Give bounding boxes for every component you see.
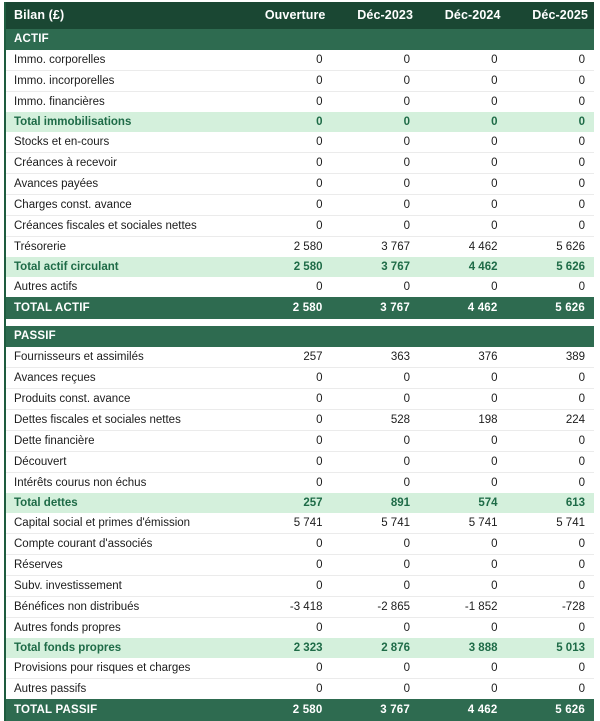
section-header-actif bbox=[6, 29, 594, 50]
row-value: 0 bbox=[332, 473, 420, 494]
row-value: 0 bbox=[244, 216, 332, 237]
page-title: Bilan (£) bbox=[6, 2, 244, 29]
row-value: 0 bbox=[244, 389, 332, 410]
row-value: 0 bbox=[244, 534, 332, 555]
row-value: 0 bbox=[507, 153, 595, 174]
row-value: 5 626 bbox=[507, 699, 595, 721]
row-value: -728 bbox=[507, 597, 595, 618]
row-value: 0 bbox=[244, 555, 332, 576]
row-label: Immo. corporelles bbox=[6, 50, 244, 71]
row-value: 4 462 bbox=[419, 699, 507, 721]
row-value: 0 bbox=[332, 277, 420, 297]
row-value: 5 626 bbox=[507, 297, 595, 319]
row-value: 2 580 bbox=[244, 237, 332, 258]
row-label: Autres fonds propres bbox=[6, 618, 244, 639]
row-value: 0 bbox=[419, 50, 507, 71]
row-value: 389 bbox=[507, 347, 595, 368]
row-value: 0 bbox=[244, 658, 332, 679]
row-value: 0 bbox=[244, 71, 332, 92]
row-value: 0 bbox=[332, 534, 420, 555]
row-value: 198 bbox=[419, 410, 507, 431]
row-value: 0 bbox=[507, 452, 595, 473]
row-label: Total dettes bbox=[6, 493, 244, 513]
row-value: 0 bbox=[244, 112, 332, 132]
row-value: 0 bbox=[419, 473, 507, 494]
table-row bbox=[6, 50, 594, 71]
row-value: 574 bbox=[419, 493, 507, 513]
table-row bbox=[6, 658, 594, 679]
row-value: 2 323 bbox=[244, 638, 332, 658]
table-row bbox=[6, 597, 594, 618]
row-value: 0 bbox=[419, 92, 507, 113]
row-value: 0 bbox=[507, 389, 595, 410]
row-value: 0 bbox=[507, 132, 595, 153]
row-value: 0 bbox=[332, 132, 420, 153]
row-label: TOTAL PASSIF bbox=[6, 699, 244, 721]
row-value: 257 bbox=[244, 347, 332, 368]
row-value: 376 bbox=[419, 347, 507, 368]
row-value: 0 bbox=[419, 452, 507, 473]
row-label: Autres passifs bbox=[6, 679, 244, 700]
table-row bbox=[6, 112, 594, 132]
row-value: 0 bbox=[507, 71, 595, 92]
row-value: 3 767 bbox=[332, 237, 420, 258]
row-label: Autres actifs bbox=[6, 277, 244, 297]
row-value: 363 bbox=[332, 347, 420, 368]
table-row bbox=[6, 389, 594, 410]
section-header-passif bbox=[6, 326, 594, 347]
row-value: 0 bbox=[244, 576, 332, 597]
row-value: 0 bbox=[419, 112, 507, 132]
row-value: 0 bbox=[507, 658, 595, 679]
row-label: Créances à recevoir bbox=[6, 153, 244, 174]
row-label: Capital social et primes d'émission bbox=[6, 513, 244, 534]
row-label: Dette financière bbox=[6, 431, 244, 452]
row-label: Bénéfices non distribués bbox=[6, 597, 244, 618]
row-label: Réserves bbox=[6, 555, 244, 576]
row-value: 0 bbox=[332, 216, 420, 237]
table-row bbox=[6, 534, 594, 555]
table-row bbox=[6, 132, 594, 153]
table-row bbox=[6, 368, 594, 389]
row-value: 0 bbox=[507, 277, 595, 297]
row-value: 5 626 bbox=[507, 237, 595, 258]
row-value: 0 bbox=[244, 277, 332, 297]
row-value: 0 bbox=[332, 576, 420, 597]
row-label: Subv. investissement bbox=[6, 576, 244, 597]
row-value: 0 bbox=[507, 679, 595, 700]
row-value: 0 bbox=[244, 410, 332, 431]
table-header bbox=[6, 2, 594, 29]
row-value: 2 580 bbox=[244, 257, 332, 277]
row-value: 5 741 bbox=[507, 513, 595, 534]
row-value: 0 bbox=[507, 50, 595, 71]
table-row bbox=[6, 473, 594, 494]
row-value: 3 767 bbox=[332, 699, 420, 721]
row-value: 0 bbox=[332, 174, 420, 195]
row-value: 0 bbox=[332, 92, 420, 113]
row-value: 0 bbox=[507, 174, 595, 195]
row-value: 0 bbox=[419, 216, 507, 237]
row-value: 0 bbox=[507, 368, 595, 389]
row-value: 2 580 bbox=[244, 699, 332, 721]
row-label: Dettes fiscales et sociales nettes bbox=[6, 410, 244, 431]
row-label: Stocks et en-cours bbox=[6, 132, 244, 153]
row-value: 0 bbox=[419, 153, 507, 174]
row-value: 0 bbox=[419, 534, 507, 555]
balance-sheet-table bbox=[4, 2, 592, 721]
row-label: Charges const. avance bbox=[6, 195, 244, 216]
row-value: 0 bbox=[507, 112, 595, 132]
row-value: 0 bbox=[419, 576, 507, 597]
row-value: 4 462 bbox=[419, 257, 507, 277]
row-label: Provisions pour risques et charges bbox=[6, 658, 244, 679]
row-value: 0 bbox=[419, 71, 507, 92]
section-header-label: PASSIF bbox=[6, 326, 594, 347]
table-row bbox=[6, 431, 594, 452]
row-label: Immo. incorporelles bbox=[6, 71, 244, 92]
row-value: 2 876 bbox=[332, 638, 420, 658]
row-value: 0 bbox=[332, 368, 420, 389]
row-value: 4 462 bbox=[419, 237, 507, 258]
row-label: Intérêts courus non échus bbox=[6, 473, 244, 494]
row-value: 3 767 bbox=[332, 297, 420, 319]
row-label: Total actif circulant bbox=[6, 257, 244, 277]
table-row bbox=[6, 513, 594, 534]
row-value: 0 bbox=[507, 618, 595, 639]
table-title-row bbox=[6, 2, 594, 29]
row-value: 0 bbox=[419, 555, 507, 576]
table-body bbox=[6, 29, 594, 721]
row-value: 0 bbox=[244, 132, 332, 153]
row-value: 0 bbox=[244, 473, 332, 494]
row-value: 0 bbox=[244, 195, 332, 216]
row-value: 5 626 bbox=[507, 257, 595, 277]
row-value: 0 bbox=[332, 555, 420, 576]
table-row bbox=[6, 638, 594, 658]
row-label: Avances reçues bbox=[6, 368, 244, 389]
section-spacer bbox=[6, 319, 594, 326]
row-value: -2 865 bbox=[332, 597, 420, 618]
row-value: 0 bbox=[507, 216, 595, 237]
row-label: Fournisseurs et assimilés bbox=[6, 347, 244, 368]
table-row bbox=[6, 153, 594, 174]
row-value: 0 bbox=[419, 658, 507, 679]
row-value: 0 bbox=[332, 431, 420, 452]
row-value: 0 bbox=[507, 473, 595, 494]
spacer-cell bbox=[6, 319, 594, 326]
row-value: 224 bbox=[507, 410, 595, 431]
row-value: 0 bbox=[332, 195, 420, 216]
row-label: Avances payées bbox=[6, 174, 244, 195]
row-value: 0 bbox=[419, 174, 507, 195]
row-label: Total immobilisations bbox=[6, 112, 244, 132]
row-value: 0 bbox=[507, 534, 595, 555]
row-value: 0 bbox=[244, 618, 332, 639]
row-value: 0 bbox=[507, 576, 595, 597]
row-value: 0 bbox=[244, 368, 332, 389]
row-label: Trésorerie bbox=[6, 237, 244, 258]
row-value: 0 bbox=[419, 277, 507, 297]
table-row bbox=[6, 347, 594, 368]
table-row bbox=[6, 257, 594, 277]
table-row bbox=[6, 410, 594, 431]
row-value: 3 888 bbox=[419, 638, 507, 658]
table-row bbox=[6, 618, 594, 639]
row-value: 891 bbox=[332, 493, 420, 513]
row-value: 5 741 bbox=[332, 513, 420, 534]
table-row bbox=[6, 699, 594, 721]
column-header-2: Déc-2024 bbox=[419, 2, 507, 29]
table-row bbox=[6, 71, 594, 92]
table-row bbox=[6, 216, 594, 237]
row-value: 0 bbox=[507, 555, 595, 576]
row-value: 0 bbox=[244, 92, 332, 113]
section-header-label: ACTIF bbox=[6, 29, 594, 50]
row-label: Créances fiscales et sociales nettes bbox=[6, 216, 244, 237]
row-value: 0 bbox=[332, 679, 420, 700]
table-row bbox=[6, 493, 594, 513]
row-value: 0 bbox=[332, 71, 420, 92]
row-value: 0 bbox=[332, 112, 420, 132]
table-row bbox=[6, 576, 594, 597]
row-value: 528 bbox=[332, 410, 420, 431]
row-value: 0 bbox=[244, 153, 332, 174]
row-value: 613 bbox=[507, 493, 595, 513]
row-label: TOTAL ACTIF bbox=[6, 297, 244, 319]
row-label: Total fonds propres bbox=[6, 638, 244, 658]
row-value: 3 767 bbox=[332, 257, 420, 277]
table-row bbox=[6, 555, 594, 576]
row-value: 0 bbox=[244, 452, 332, 473]
table-row bbox=[6, 92, 594, 113]
row-value: 0 bbox=[244, 431, 332, 452]
row-value: -3 418 bbox=[244, 597, 332, 618]
table-row bbox=[6, 195, 594, 216]
column-header-3: Déc-2025 bbox=[507, 2, 595, 29]
row-value: 0 bbox=[419, 431, 507, 452]
row-value: 0 bbox=[332, 658, 420, 679]
row-value: 0 bbox=[244, 174, 332, 195]
row-label: Immo. financières bbox=[6, 92, 244, 113]
row-value: 0 bbox=[332, 50, 420, 71]
table-row bbox=[6, 297, 594, 319]
row-value: 257 bbox=[244, 493, 332, 513]
financial-table bbox=[6, 2, 594, 721]
row-value: 0 bbox=[419, 679, 507, 700]
row-value: 0 bbox=[507, 92, 595, 113]
row-value: 0 bbox=[244, 679, 332, 700]
row-value: 5 741 bbox=[419, 513, 507, 534]
row-value: 0 bbox=[507, 195, 595, 216]
row-value: 0 bbox=[419, 132, 507, 153]
row-value: 0 bbox=[419, 389, 507, 410]
row-value: 0 bbox=[419, 195, 507, 216]
row-value: 0 bbox=[332, 452, 420, 473]
row-value: 5 741 bbox=[244, 513, 332, 534]
row-label: Découvert bbox=[6, 452, 244, 473]
row-value: 0 bbox=[507, 431, 595, 452]
column-header-0: Ouverture bbox=[244, 2, 332, 29]
table-row bbox=[6, 679, 594, 700]
row-value: 0 bbox=[332, 389, 420, 410]
row-value: 0 bbox=[419, 368, 507, 389]
row-value: 5 013 bbox=[507, 638, 595, 658]
row-value: 2 580 bbox=[244, 297, 332, 319]
row-value: 0 bbox=[332, 618, 420, 639]
row-label: Produits const. avance bbox=[6, 389, 244, 410]
table-row bbox=[6, 277, 594, 297]
row-value: 4 462 bbox=[419, 297, 507, 319]
row-value: -1 852 bbox=[419, 597, 507, 618]
row-label: Compte courant d'associés bbox=[6, 534, 244, 555]
table-row bbox=[6, 452, 594, 473]
table-row bbox=[6, 237, 594, 258]
row-value: 0 bbox=[332, 153, 420, 174]
table-row bbox=[6, 174, 594, 195]
column-header-1: Déc-2023 bbox=[332, 2, 420, 29]
row-value: 0 bbox=[419, 618, 507, 639]
row-value: 0 bbox=[244, 50, 332, 71]
